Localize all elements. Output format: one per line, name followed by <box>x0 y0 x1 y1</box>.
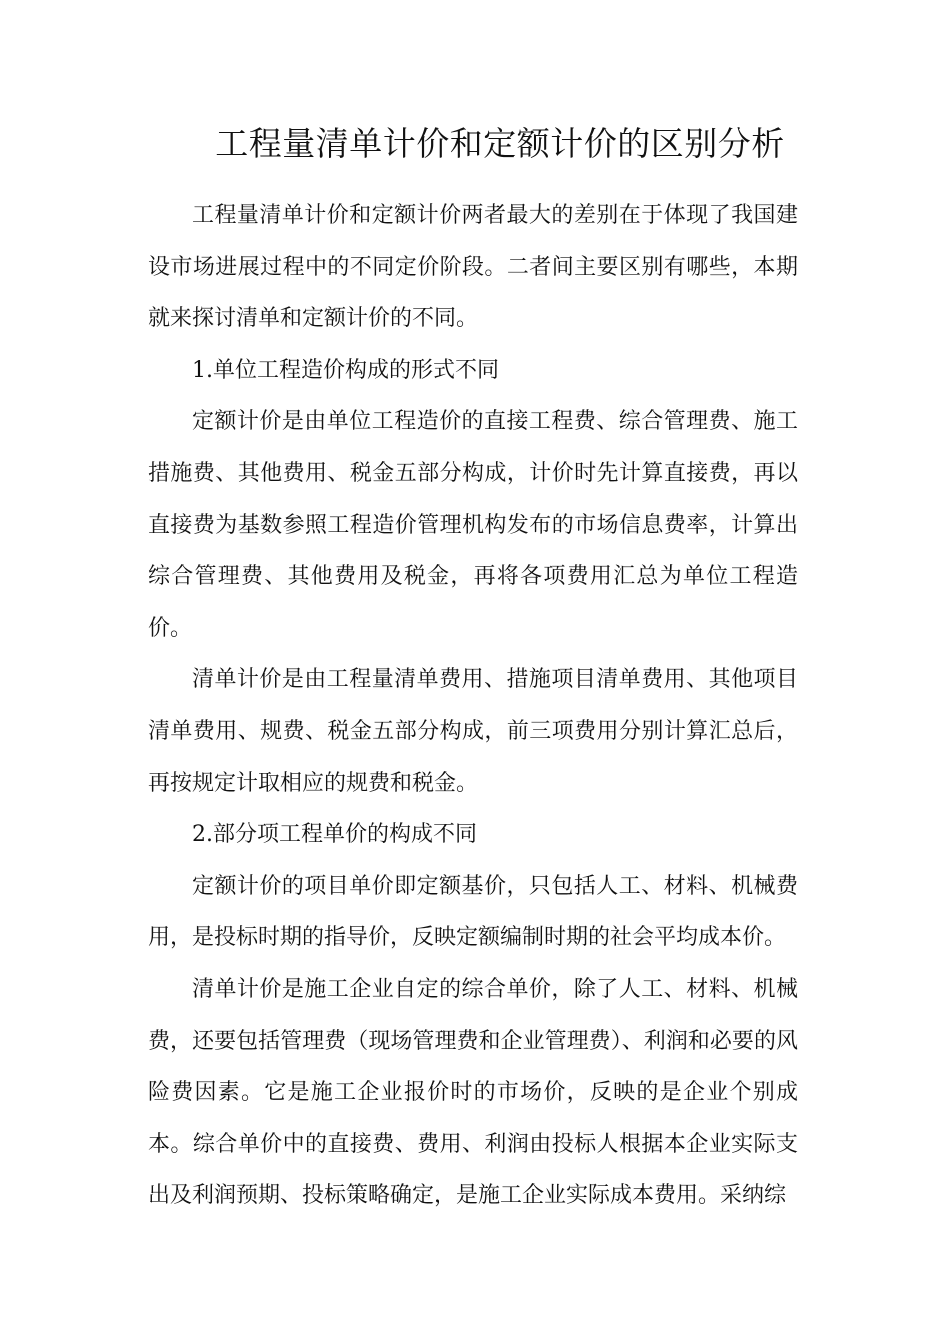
document-title: 工程量清单计价和定额计价的区别分析 <box>215 124 785 163</box>
section-heading-1: 1.单位工程造价构成的形式不同 <box>192 357 499 383</box>
paragraph-quota-unit-price: 定额计价的项目单价即定额基价，只包括人工、材料、机械费用，是投标时期的指导价，反映定额编制时期的社会平均成本价。 <box>148 873 798 951</box>
section-heading-2: 2.部分项工程单价的构成不同 <box>192 822 477 848</box>
document-body <box>148 190 798 1222</box>
paragraph-intro: 工程量清单计价和定额计价两者最大的差别在于体现了我国建设市场进展过程中的不同定价阶段。二者间主要区别有哪些，本期就来探讨清单和定额计价的不同。 <box>148 203 798 332</box>
paragraph-list-unit-price: 清单计价是施工企业自定的综合单价，除了人工、材料、机械费，还要包括管理费（现场管理费和企业管理费）、利润和必要的风险费因素。它是施工企业报价时的市场价，反映的是企业个别成本。综合单价中的直接费、费用、利润由投标人根据本企业实际支出及利润预期、投标策略确定，是施工企业实际成本费用。采纳综 <box>148 976 798 1209</box>
paragraph-list-composition: 清单计价是由工程量清单费用、措施项目清单费用、其他项目清单费用、规费、税金五部分构成，前三项费用分别计算汇总后，再按规定计取相应的规费和税金。 <box>148 667 798 796</box>
paragraph-quota-composition: 定额计价是由单位工程造价的直接工程费、综合管理费、施工措施费、其他费用、税金五部分构成，计价时先计算直接费，再以直接费为基数参照工程造价管理机构发布的市场信息费率，计算出综合管理费、其他费用及税金，再将各项费用汇总为单位工程造价。 <box>148 409 798 641</box>
